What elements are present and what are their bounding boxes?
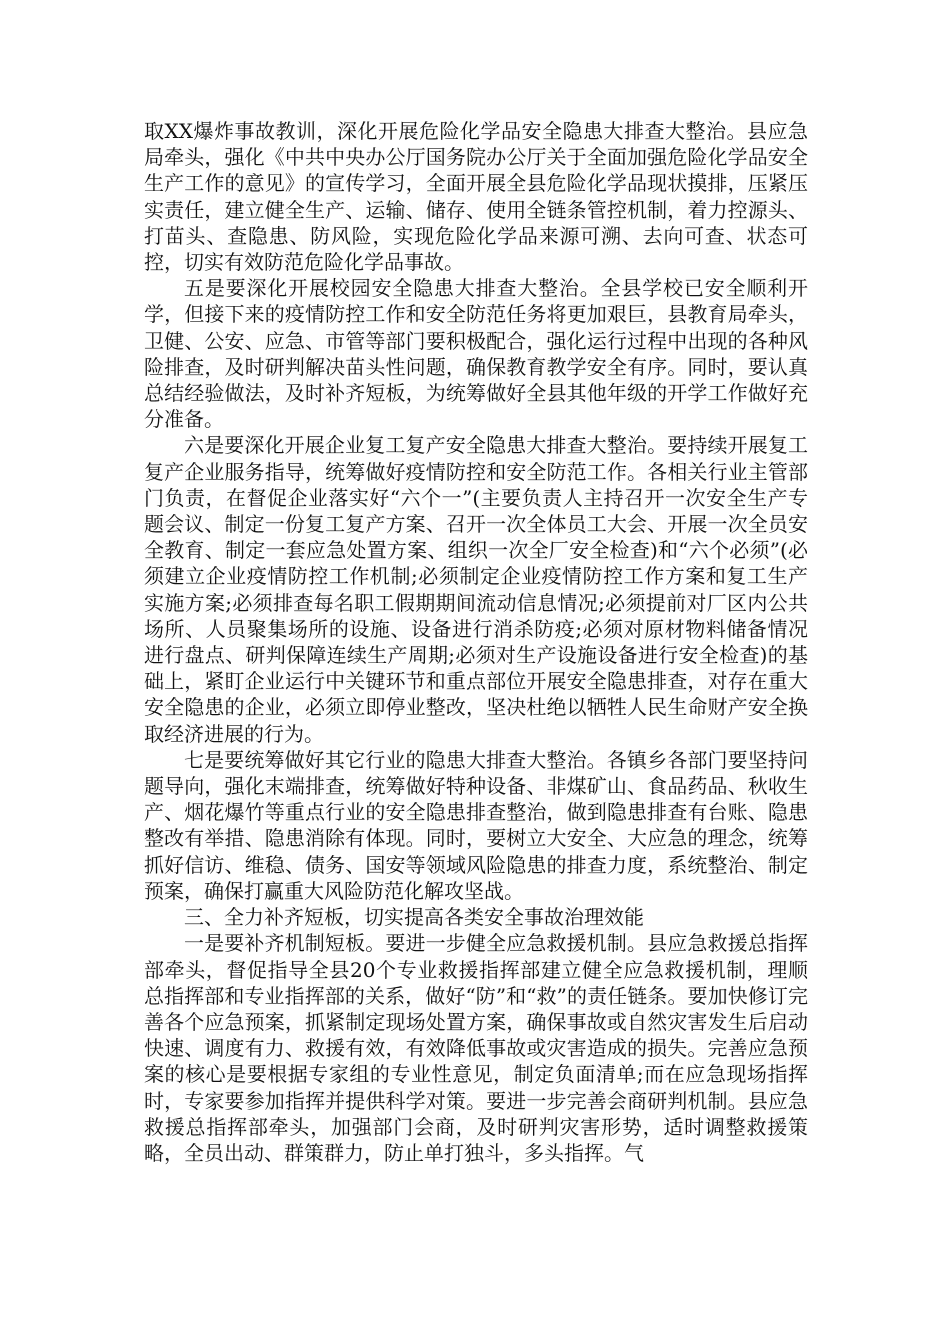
paragraph-1: 取XX爆炸事故教训，深化开展危险化学品安全隐患大排查大整治。县应急局牵头，强化《中共中央办公厅国务院办公厅关于全面加强危险化学品安全生产工作的意见》的宣传学习，全面开展全县危险化学品现状摸排，压紧压实责任，建立健全生产、运输、储存、使用全链条管控机制，着力控源头、打苗头、查隐患、防风险，实现危险化学品来源可溯、去向可查、状态可控，切实有效防范危险化学品事故。 <box>144 119 808 275</box>
paragraph-2: 五是要深化开展校园安全隐患大排查大整治。全县学校已安全顺利开学，但接下来的疫情防控工作和安全防范任务将更加艰巨，县教育局牵头，卫健、公安、应急、市管等部门要积极配合，强化运行过程中出现的各种风险排查，及时研判解决苗头性问题，确保教育教学安全有序。同时，要认真总结经验做法，及时补齐短板，为统筹做好全县其他年级的开学工作做好充分准备。 <box>144 276 808 432</box>
paragraph-3: 六是要深化开展企业复工复产安全隐患大排查大整治。要持续开展复工复产企业服务指导，统筹做好疫情防控和安全防范工作。各相关行业主管部门负责，在督促企业落实好“六个一”(主要负责人主持召开一次安全生产专题会议、制定一份复工复产方案、召开一次全体员工大会、开展一次全员安全教育、制定一套应急处置方案、组织一次全厂安全检查)和“六个必须”(必须建立企业疫情防控工作机制;必须制定企业疫情防控工作方案和复工生产实施方案;必须排查每名职工假期期间流动信息情况;必须提前对厂区内公共场所、人员聚集场所的设施、设备进行消杀防疫;必须对原材物料储备情况进行盘点、研判保障连续生产周期;必须对生产设施设备进行安全检查)的基础上，紧盯企业运行中关键环节和重点部位开展安全隐患排查，对存在重大安全隐患的企业，必须立即停业整改，坚决杜绝以牺牲人民生命财产安全换取经济进展的行为。 <box>144 433 808 746</box>
paragraph-4: 七是要统筹做好其它行业的隐患大排查大整治。各镇乡各部门要坚持问题导向，强化末端排查，统筹做好特种设备、非煤矿山、食品药品、秋收生产、烟花爆竹等重点行业的安全隐患排查整治，做到隐患排查有台账、隐患整改有举措、隐患消除有体现。同时，要树立大安全、大应急的理念，统筹抓好信访、维稳、债务、国安等领域风险隐患的排查力度，系统整治、制定预案，确保打赢重大风险防范化解攻坚战。 <box>144 747 808 903</box>
section-heading: 三、全力补齐短板，切实提高各类安全事故治理效能 <box>184 905 644 930</box>
document-page <box>144 118 808 1166</box>
paragraph-5: 一是要补齐机制短板。要进一步健全应急救援机制。县应急救援总指挥部牵头，督促指导全县20个专业救援指挥部建立健全应急救援机制，理顺总指挥部和专业指挥部的关系，做好“防”和“救”的责任链条。要加快修订完善各个应急预案，抓紧制定现场处置方案，确保事故或自然灾害发生后启动快速、调度有力、救援有效，有效降低事故或灾害造成的损失。完善应急预案的核心是要根据专家组的专业性意见，制定负面清单;而在应急现场指挥时，专家要参加指挥并提供科学对策。要进一步完善会商研判机制。县应急救援总指挥部牵头，加强部门会商，及时研判灾害形势，适时调整救援策略，全员出动、群策群力，防止单打独斗，多头指挥。气 <box>144 931 808 1165</box>
